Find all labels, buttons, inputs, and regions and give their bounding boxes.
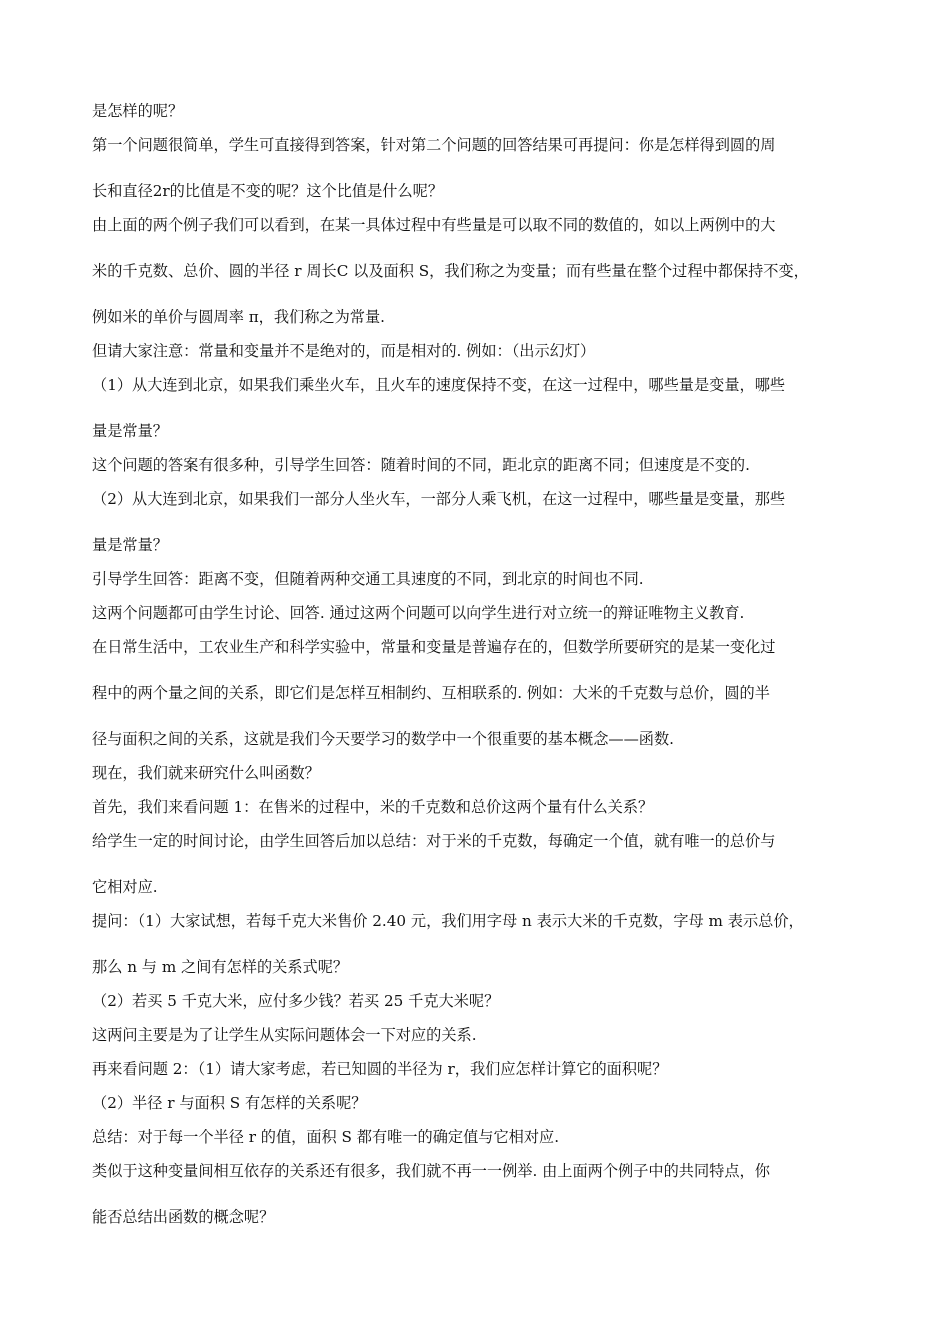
text-line: 这个问题的答案有很多种，引导学生回答：随着时间的不同，距北京的距离不同；但速度是不变的. [92, 456, 750, 474]
text-line: （1）从大连到北京，如果我们乘坐火车，且火车的速度保持不变，在这一过程中，哪些量是变量，哪些 [92, 376, 786, 394]
text-line: 这两个问题都可由学生讨论、回答. 通过这两个问题可以向学生进行对立统一的辩证唯物主义教育. [92, 604, 745, 622]
text-line: 第一个问题很简单，学生可直接得到答案，针对第二个问题的回答结果可再提问：你是怎样得到圆的周 [92, 136, 776, 154]
text-line: 它相对应. [92, 878, 158, 896]
text-line: 米的千克数、总价、圆的半径 r 周长C 以及面积 S，我们称之为变量；而有些量在整个过程中都保持不变， [92, 262, 809, 280]
text-line: 首先，我们来看问题 1：在售米的过程中，米的千克数和总价这两个量有什么关系？ [92, 798, 654, 816]
text-line: 提问：（1）大家试想，若每千克大米售价 2.40 元，我们用字母 n 表示大米的千克数，字母 m 表示总价， [92, 912, 804, 930]
text-line: （2）半径 r 与面积 S 有怎样的关系呢？ [92, 1094, 367, 1112]
text-line: 能否总结出函数的概念呢？ [92, 1208, 275, 1226]
text-line: 类似于这种变量间相互依存的关系还有很多，我们就不再一一例举. 由上面两个例子中的共同特点，你 [92, 1162, 770, 1180]
text-line: 径与面积之间的关系，这就是我们今天要学习的数学中一个很重要的基本概念——函数. [92, 730, 674, 748]
text-line: 是怎样的呢？ [92, 102, 184, 120]
text-line: 长和直径2r的比值是不变的呢？这个比值是什么呢？ [92, 182, 444, 200]
text-line: 在日常生活中，工农业生产和科学实验中，常量和变量是普遍存在的，但数学所要研究的是某一变化过 [92, 638, 776, 656]
text-line: 例如米的单价与圆周率 π，我们称之为常量. [92, 308, 386, 326]
text-line: 引导学生回答：距离不变，但随着两种交通工具速度的不同，到北京的时间也不同. [92, 570, 644, 588]
text-line: 总结：对于每一个半径 r 的值，面积 S 都有唯一的确定值与它相对应. [92, 1128, 560, 1146]
text-line: 量是常量？ [92, 422, 168, 440]
text-line: 量是常量？ [92, 536, 168, 554]
text-line: 现在，我们就来研究什么叫函数？ [92, 764, 320, 782]
text-line: 那么 n 与 m 之间有怎样的关系式呢？ [92, 958, 349, 976]
text-line: 给学生一定的时间讨论，由学生回答后加以总结：对于米的千克数，每确定一个值，就有唯一的总价与 [92, 832, 776, 850]
text-line: 由上面的两个例子我们可以看到，在某一具体过程中有些量是可以取不同的数值的，如以上两例中的大 [92, 216, 776, 234]
text-line: （2）若买 5 千克大米，应付多少钱？若买 25 千克大米呢？ [92, 992, 500, 1010]
text-line: 程中的两个量之间的关系，即它们是怎样互相制约、互相联系的. 例如：大米的千克数与总价，圆的半 [92, 684, 770, 702]
text-line: （2）从大连到北京，如果我们一部分人坐火车，一部分人乘飞机，在这一过程中，哪些量是变量，那些 [92, 490, 786, 508]
text-line: 这两问主要是为了让学生从实际问题体会一下对应的关系. [92, 1026, 477, 1044]
text-line: 但请大家注意：常量和变量并不是绝对的，而是相对的. 例如：（出示幻灯） [92, 342, 596, 360]
text-line: 再来看问题 2：（1）请大家考虑，若已知圆的半径为 r，我们应怎样计算它的面积呢？ [92, 1060, 668, 1078]
